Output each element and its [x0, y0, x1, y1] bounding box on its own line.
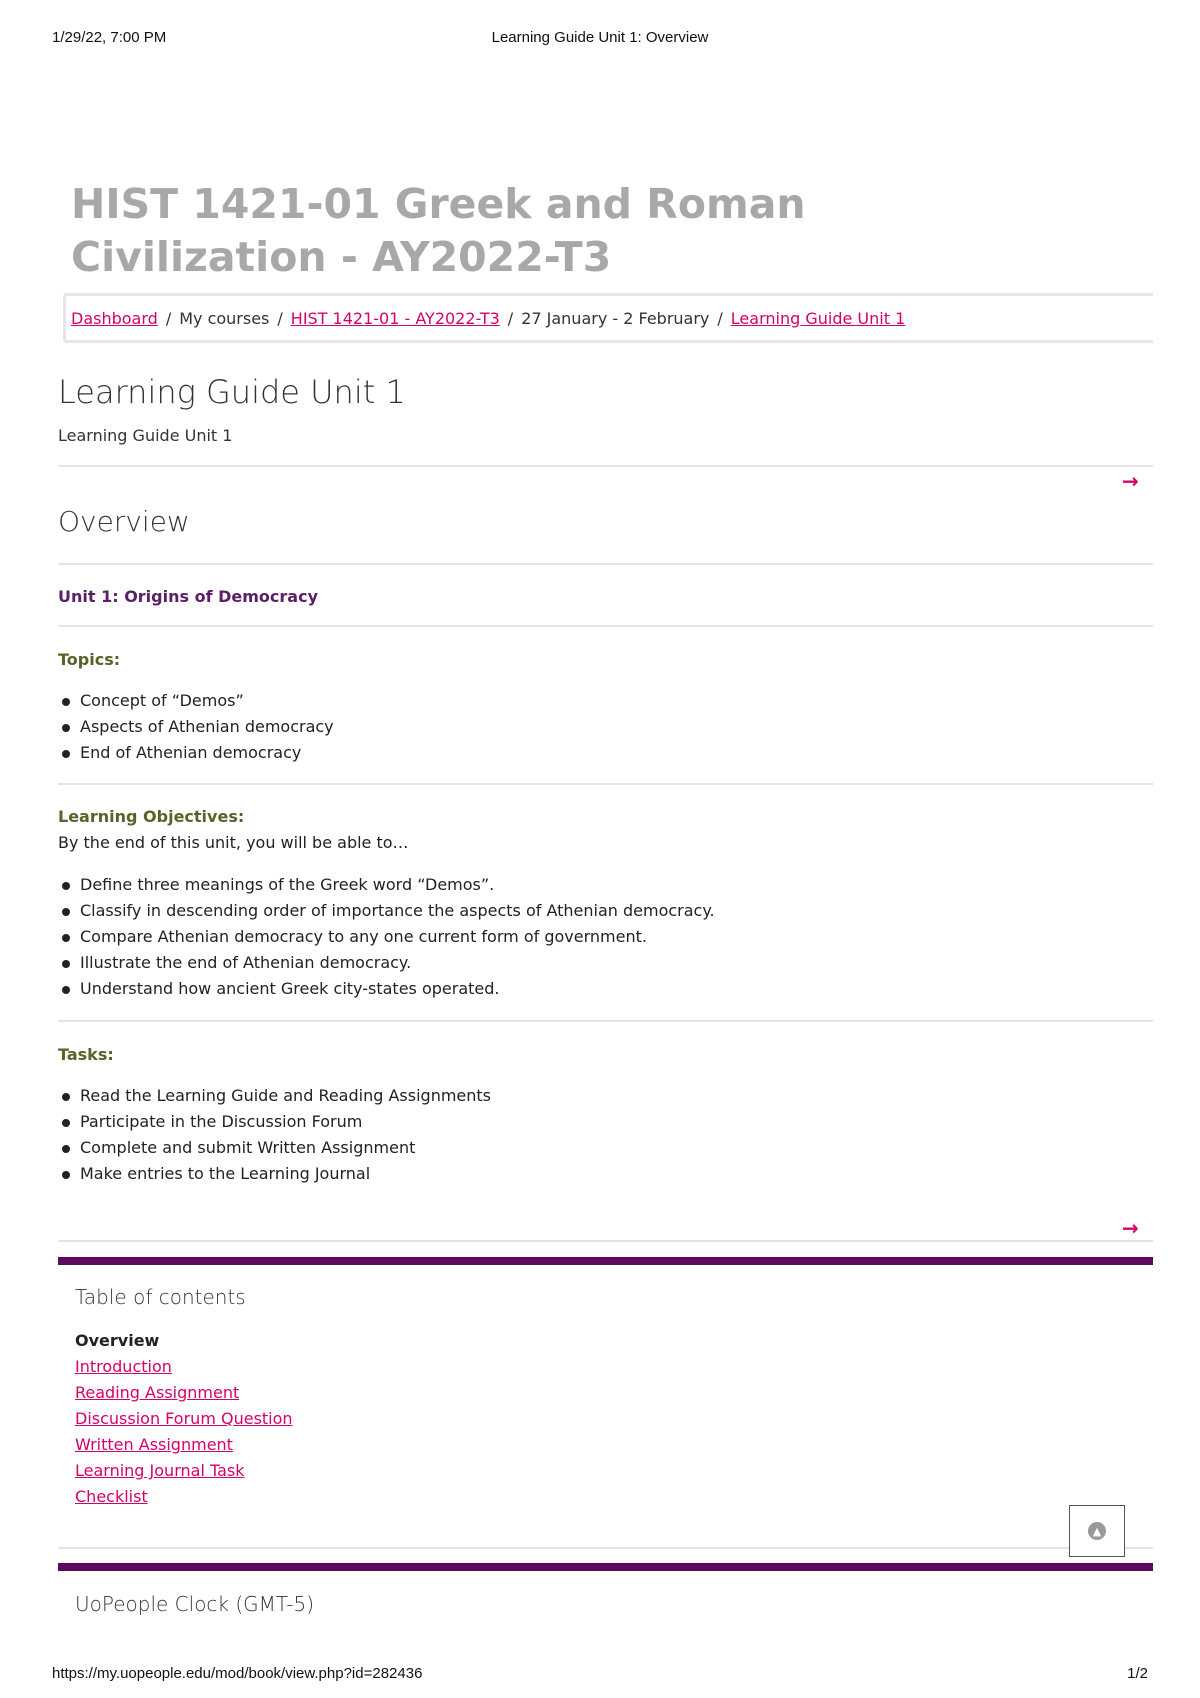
- list-item: Make entries to the Learning Journal: [58, 1161, 491, 1187]
- course-title: HIST 1421-01 Greek and Roman Civilization - AY2022-T3: [71, 180, 806, 281]
- list-item: Define three meanings of the Greek word “Demos”.: [58, 872, 715, 898]
- toc-list: [75, 1328, 293, 1510]
- list-item: Read the Learning Guide and Reading Assignments: [58, 1083, 491, 1109]
- chevron-up-circle-icon: ▲: [1088, 1522, 1106, 1540]
- breadcrumb-dashboard[interactable]: Dashboard: [71, 308, 158, 328]
- chapter-title: Overview: [58, 505, 190, 538]
- toc-item-introduction[interactable]: Introduction: [75, 1357, 172, 1376]
- list-item: Illustrate the end of Athenian democracy.: [58, 950, 715, 976]
- toc-item-written-assignment[interactable]: Written Assignment: [75, 1435, 233, 1454]
- breadcrumb: [63, 293, 1153, 343]
- divider: [58, 783, 1153, 785]
- page-title: Learning Guide Unit 1: [58, 373, 406, 411]
- print-url: https://my.uopeople.edu/mod/book/view.php?id=282436: [52, 1665, 423, 1682]
- breadcrumb-course[interactable]: HIST 1421-01 - AY2022-T3: [290, 308, 500, 328]
- list-item: Participate in the Discussion Forum: [58, 1109, 491, 1135]
- breadcrumb-my-courses: My courses: [179, 308, 270, 328]
- toc-item-discussion-forum-question[interactable]: Discussion Forum Question: [75, 1409, 293, 1428]
- list-item: End of Athenian democracy: [58, 740, 334, 766]
- unit-title: Unit 1: Origins of Democracy: [58, 587, 318, 606]
- breadcrumb-separator: /: [507, 308, 514, 328]
- print-page-number: 1/2: [1127, 1665, 1148, 1682]
- next-page-arrow-icon[interactable]: →: [1122, 1216, 1139, 1240]
- clock-title: UoPeople Clock (GMT-5): [75, 1592, 315, 1616]
- objectives-intro: By the end of this unit, you will be able to…: [58, 833, 409, 852]
- toc-accent-bar: [58, 1257, 1153, 1265]
- breadcrumb-separator: /: [277, 308, 283, 328]
- list-item: Complete and submit Written Assignment: [58, 1135, 491, 1161]
- breadcrumb-week: 27 January - 2 February: [521, 308, 710, 328]
- page-subtitle: Learning Guide Unit 1: [58, 426, 233, 445]
- divider: [58, 465, 1153, 467]
- toc-item-checklist[interactable]: Checklist: [75, 1487, 148, 1506]
- breadcrumb-separator: /: [165, 308, 172, 328]
- topics-label: Topics:: [58, 650, 121, 669]
- divider: [58, 625, 1153, 627]
- list-item: Aspects of Athenian democracy: [58, 714, 334, 740]
- objectives-list: [58, 872, 715, 1002]
- breadcrumb-learning-guide[interactable]: Learning Guide Unit 1: [730, 308, 906, 328]
- breadcrumb-separator: /: [717, 308, 723, 328]
- tasks-list: [58, 1083, 491, 1187]
- list-item: Classify in descending order of importance the aspects of Athenian democracy.: [58, 898, 715, 924]
- next-page-arrow-icon[interactable]: →: [1122, 469, 1139, 493]
- back-to-top-button[interactable]: [1069, 1505, 1125, 1557]
- divider: [58, 563, 1153, 565]
- toc-item-overview: Overview: [75, 1331, 160, 1350]
- objectives-label: Learning Objectives:: [58, 807, 245, 826]
- divider: [58, 1547, 1153, 1549]
- list-item: Understand how ancient Greek city-states operated.: [58, 976, 715, 1002]
- list-item: Concept of “Demos”: [58, 688, 334, 714]
- toc-title: Table of contents: [75, 1285, 246, 1309]
- clock-accent-bar: [58, 1563, 1153, 1571]
- toc-item-learning-journal-task[interactable]: Learning Journal Task: [75, 1461, 245, 1480]
- tasks-label: Tasks:: [58, 1045, 114, 1064]
- print-datetime: 1/29/22, 7:00 PM: [52, 29, 167, 46]
- toc-item-reading-assignment[interactable]: Reading Assignment: [75, 1383, 240, 1402]
- print-doc-title: Learning Guide Unit 1: Overview: [491, 29, 709, 46]
- divider: [58, 1020, 1153, 1022]
- divider: [58, 1240, 1153, 1242]
- list-item: Compare Athenian democracy to any one current form of government.: [58, 924, 715, 950]
- topics-list: [58, 688, 334, 766]
